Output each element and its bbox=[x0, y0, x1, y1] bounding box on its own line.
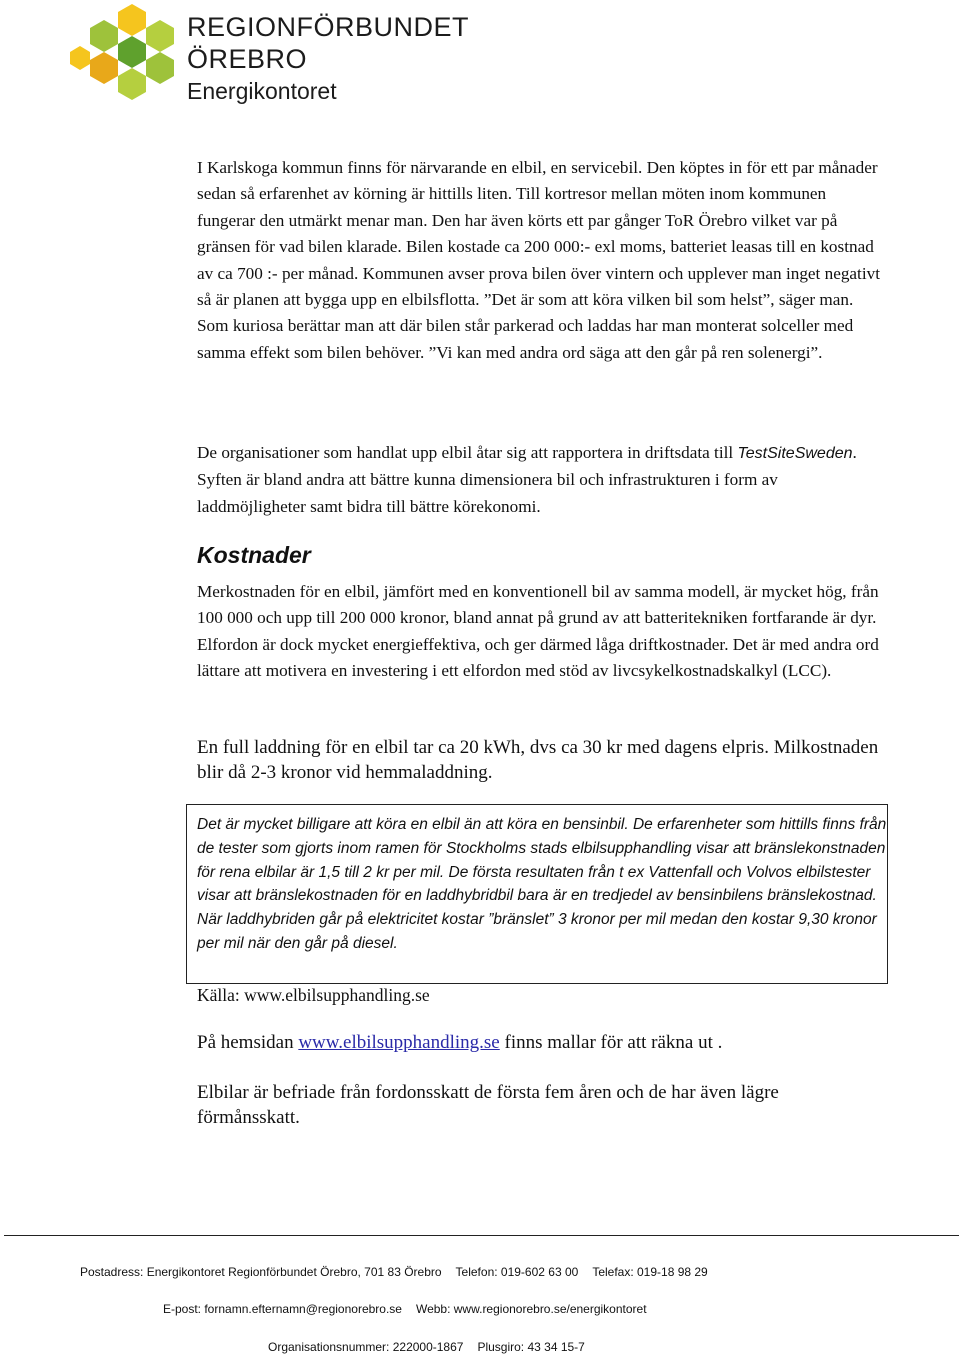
charging-cost-paragraph: En full laddning för en elbil tar ca 20 kWh, dvs ca 30 kr med dagens elpris. Milkostnaden blir då 2-3 kronor vid hemmaladdning. bbox=[197, 737, 879, 783]
regionforbundet-logo bbox=[66, 2, 470, 114]
footer-contact-line bbox=[80, 1265, 708, 1279]
section-heading-costs: Kostnader bbox=[197, 542, 311, 568]
footer-email: E-post: fornamn.efternamn@regionorebro.se bbox=[163, 1302, 402, 1316]
footer-phone: Telefon: 019-602 63 00 bbox=[455, 1265, 579, 1279]
footer-plusgiro: Plusgiro: 43 34 15-7 bbox=[477, 1340, 585, 1354]
footer-website: Webb: www.regionorebro.se/energikontoret bbox=[415, 1302, 647, 1316]
quote-text: Det är mycket billigare att köra en elbil än att köra en bensinbil. De erfarenheter som hittills finns från de tester som gjorts inom ramen för Stockholms stads elbilsupphandling visar att bränslekonstnaden för rena elbilar är 1,5 till 2 kr per mil. De första resultaten från t ex Vattenfall och Volvos elbilstester visar att bränslekostnaden för en laddhybridbil bara är en tredjedel av bensinbilens bränslekostnad. När laddhybriden går på elektricitet kostar ”bränslet” 3 kronor per mil medan den kostar 9,30 kronor per mil när den går på diesel. bbox=[197, 816, 887, 952]
elbilsupphandling-link[interactable]: www.elbilsupphandling.se bbox=[298, 1032, 500, 1053]
costs-paragraph: Merkostnaden för en elbil, jämfört med en konventionell bil av samma modell, är mycket hög, från 100 000 och upp till 200 000 kronor, bland annat på grund av att batteritekniken fortfarande är dyr. Elfordon är dock mycket energieffektiva, och ger därmed låga driftkostnader. Det är med andra ord lättare att motivera en investering i ett elfordon med stöd av livcsykelkostnadskalkyl (LCC). bbox=[197, 582, 879, 681]
website-text-end: finns mallar för att räkna ut . bbox=[499, 1032, 723, 1053]
reporting-paragraph bbox=[197, 440, 882, 520]
tax-paragraph: Elbilar är befriade från fordonsskatt de första fem åren och de har även lägre förmånsskatt. bbox=[197, 1082, 779, 1128]
logo-wordmark-line-3: Energikontoret bbox=[187, 78, 337, 104]
intro-paragraph: I Karlskoga kommun finns för närvarande en elbil, en servicebil. Den köptes in för ett par månader sedan så erfarenhet av körning är hittills liten. Till kortresor mellan möten inom kommunen fungerar den utmärkt menar man. Den har även körts ett par gånger ToR Örebro vilket var på gränsen för vad bilen klarade. Bilen kostade ca 200 000:- exl moms, batteriet leasas till en kostnad av ca 700 :- per månad. Kommunen avser prova bilen över vintern och upplever man inget negativt så är planen att bygga upp en elbilsflotta. ”Det är som att köra vilken bil som helst”, säger man. Som kuriosa berättar man att där bilen står parkerad och laddas har man monterat solceller med samma effekt som bilen behöver. ”Vi kan med andra ord säga att den går på ren solenergi”. bbox=[197, 158, 880, 362]
logo-wordmark-line-1: REGIONFÖRBUNDET bbox=[187, 12, 470, 42]
hexagon-cluster-icon bbox=[66, 2, 186, 114]
footer-divider bbox=[4, 1235, 959, 1236]
testsitesweden-name: TestSiteSweden bbox=[737, 445, 853, 462]
source-line: Källa: www.elbilsupphandling.se bbox=[197, 985, 430, 1005]
footer-fax: Telefax: 019-18 98 29 bbox=[592, 1265, 708, 1279]
footer-postal-address: Postadress: Energikontoret Regionförbundet Örebro, 701 83 Örebro bbox=[80, 1265, 442, 1279]
footer-registration-line bbox=[268, 1340, 585, 1354]
reporting-text-end: . Syften är bland andra att bättre kunna dimensionera bil och infrastrukturen i form av laddmöjligheter samt bidra till bättre körekonomi. bbox=[197, 443, 857, 516]
footer-web-line bbox=[163, 1302, 647, 1316]
website-text-start: På hemsidan bbox=[197, 1032, 299, 1053]
reporting-text-start: De organisationer som handlat upp elbil åtar sig att rapportera in driftsdata till bbox=[197, 443, 738, 462]
website-paragraph bbox=[197, 1030, 882, 1055]
footer-org-number: Organisationsnummer: 222000-1867 bbox=[268, 1340, 464, 1354]
logo-wordmark-line-2: ÖREBRO bbox=[187, 44, 308, 74]
